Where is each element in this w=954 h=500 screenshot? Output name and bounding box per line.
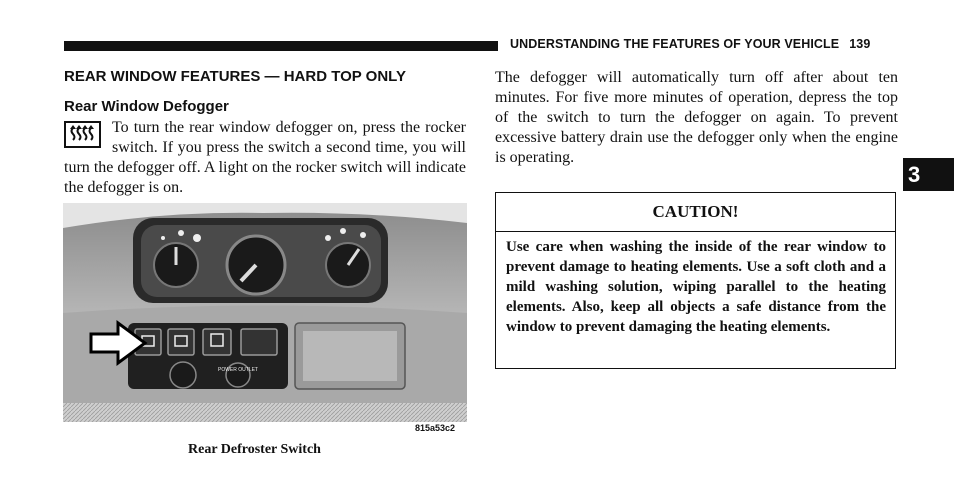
chapter-tab: 3 (903, 158, 954, 191)
power-outlet-label: POWER OUTLET (217, 367, 259, 373)
figure-code: 815a53c2 (415, 423, 456, 433)
caution-box (495, 192, 896, 369)
caution-body: Use care when washing the inside of the rear window to prevent damage to heating elements. Use a soft cloth and a mild washing solution, wiping parallel to the heating elements. Also, keep all objects a safe distance from the window to prevent damaging the heating elements. (506, 239, 886, 335)
section-title: REAR WINDOW FEATURES — HARD TOP ONLY (64, 68, 406, 85)
defogger-paragraph (64, 118, 466, 198)
running-header (510, 37, 900, 51)
defogger-paragraph-text: To turn the rear window defogger on, press the rocker switch. If you press the switch a second time, you will turn the defogger off. A light on the rocker switch will indicate the defogger is on. (64, 119, 466, 196)
auto-off-paragraph: The defogger will automatically turn off after about ten minutes. For five more minutes of operation, depress the top of the switch to turn the defogger on again. To prevent excessive battery drain use the defogger only when the engine is operating. (495, 69, 898, 166)
page-number: 139 (849, 37, 871, 51)
header-rule (64, 41, 498, 51)
caution-title: CAUTION! (496, 193, 895, 232)
header-title: UNDERSTANDING THE FEATURES OF YOUR VEHICLE (510, 37, 840, 51)
figure-caption: Rear Defroster Switch (188, 442, 321, 457)
subheading: Rear Window Defogger (64, 98, 229, 115)
dashboard-photo (63, 203, 467, 422)
